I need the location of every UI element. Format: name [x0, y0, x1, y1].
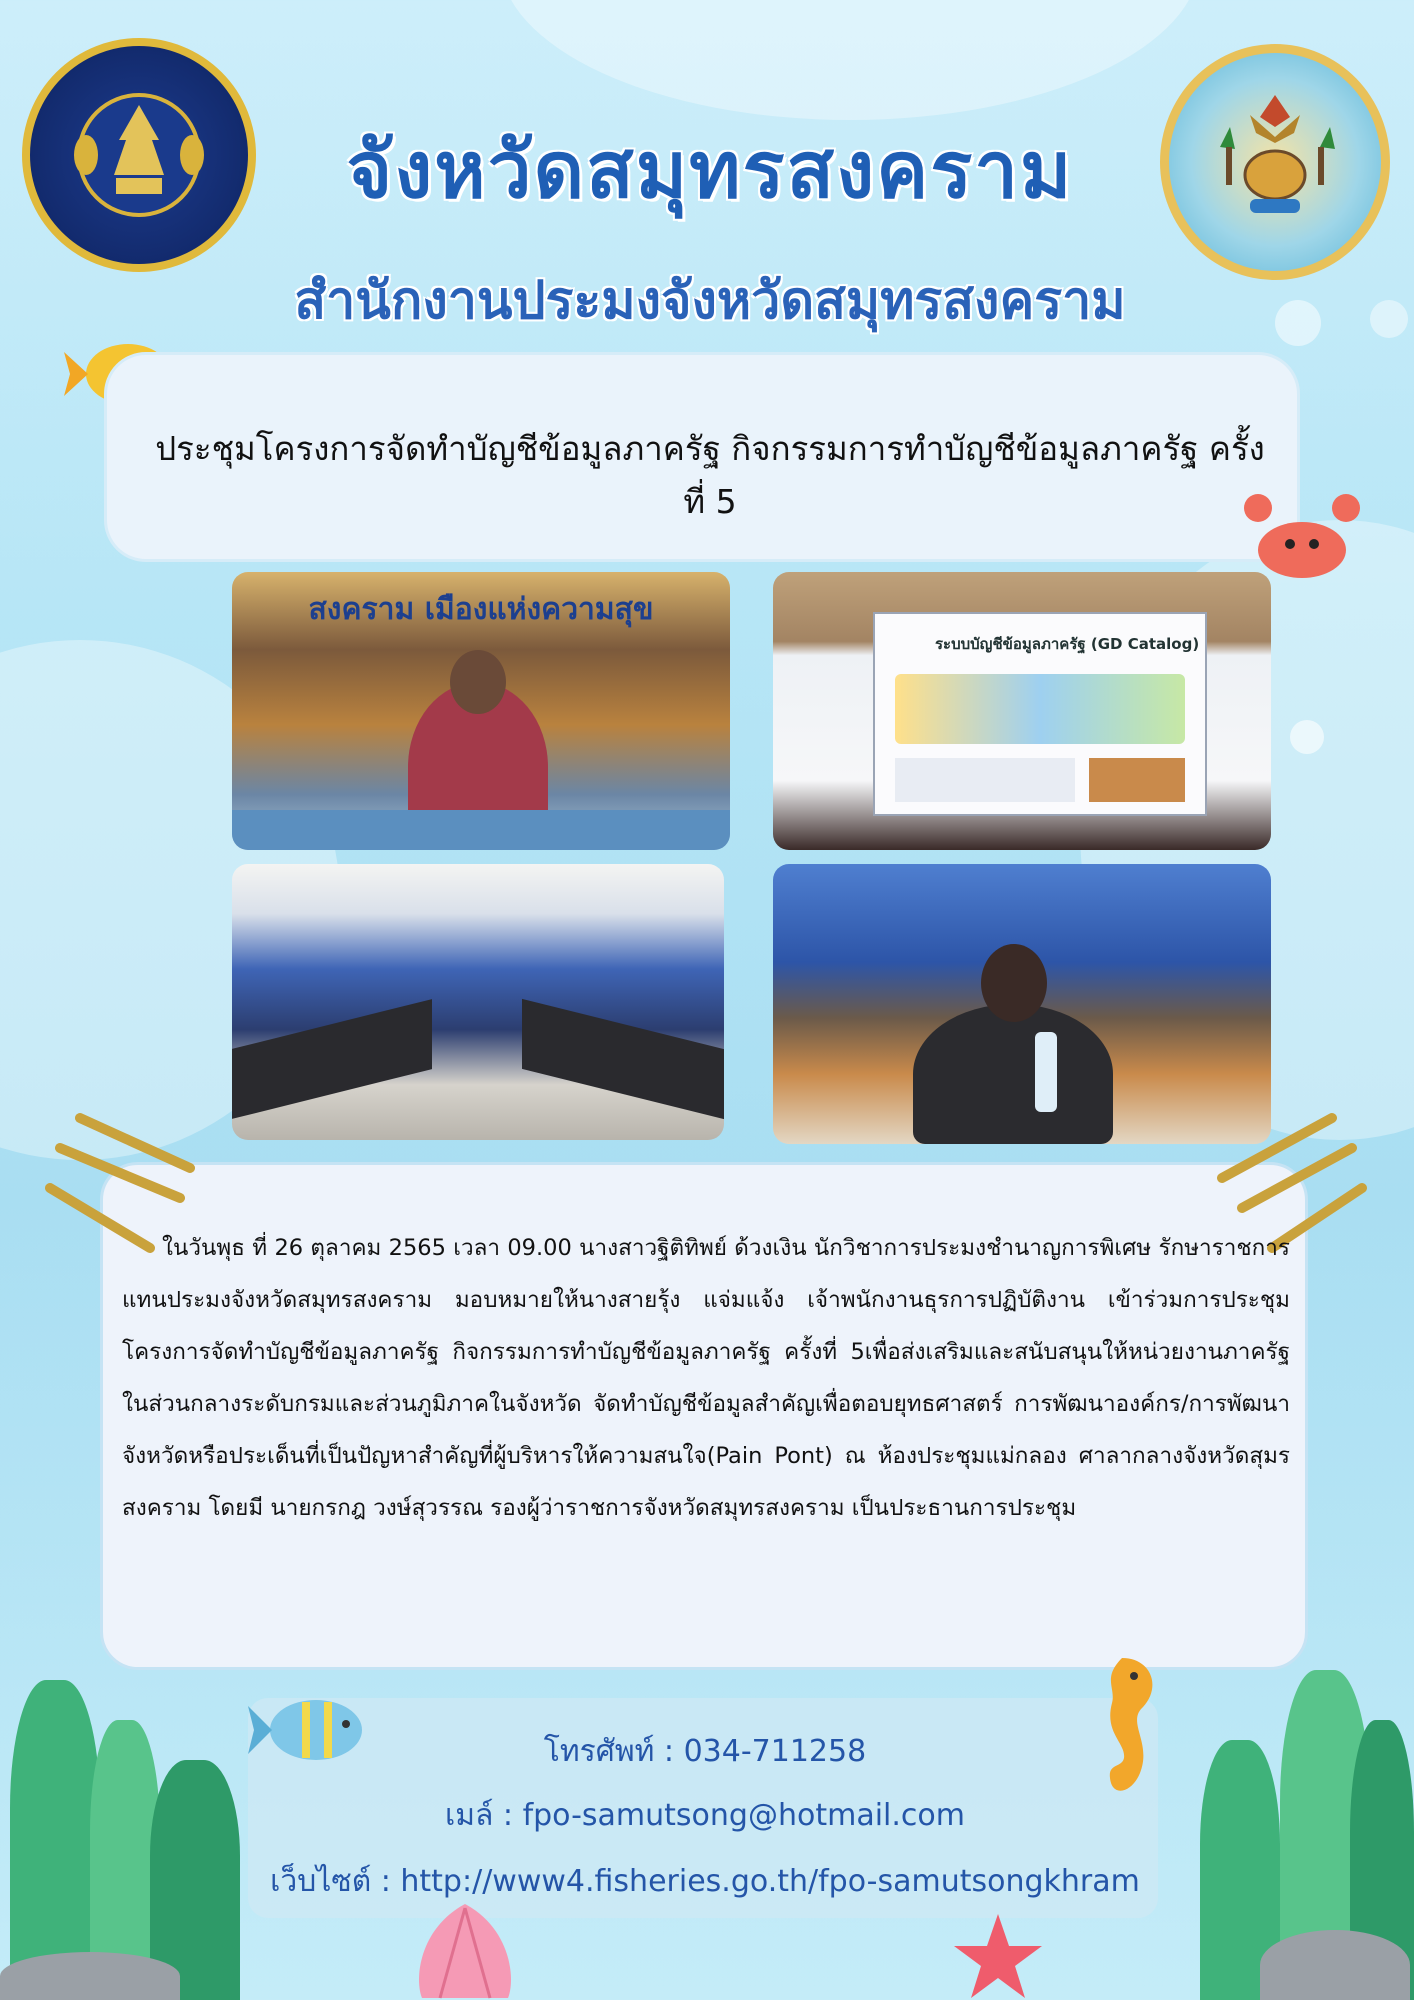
- conference-table-left: [232, 999, 432, 1119]
- meeting-headline: ประชุมโครงการจัดทำบัญชีข้อมูลภาครัฐ กิจกรรมการทำบัญชีข้อมูลภาครัฐ ครั้งที่ 5: [155, 429, 1265, 521]
- water-bottle: [1035, 1032, 1057, 1112]
- meeting-photo-presentation: [773, 572, 1271, 850]
- province-seal-icon: [1190, 77, 1360, 247]
- screen-image-block: [1089, 758, 1185, 802]
- photo-banner-text: สงคราม เมืองแห่งความสุข: [308, 592, 654, 627]
- emblem-icon: [64, 80, 214, 230]
- screen-diagram: [895, 674, 1185, 744]
- attendee-figure: [913, 1004, 1113, 1144]
- screen-title: ระบบบัญชีข้อมูลภาครัฐ (GD Catalog): [935, 635, 1200, 653]
- bubble-icon: [1370, 300, 1408, 338]
- department-of-fisheries-logo: [22, 38, 256, 272]
- rock-decoration: [0, 1952, 180, 2000]
- bubble-icon: [1275, 300, 1321, 346]
- contact-email[interactable]: เมล์ : fpo-samutsong@hotmail.com: [444, 1798, 965, 1833]
- shell-icon: [410, 1898, 520, 2000]
- meeting-photo-chairperson: [232, 572, 730, 850]
- office-subtitle: สำนักงานประมงจังหวัดสมุทรสงคราม: [294, 271, 1126, 331]
- background-wave: [500, 0, 1200, 120]
- projection-screen: [873, 612, 1207, 816]
- conference-table-right: [522, 999, 724, 1119]
- person-head: [450, 650, 506, 714]
- meeting-photo-attendee: [773, 864, 1271, 1144]
- contact-website[interactable]: เว็บไซต์ : http://www4.fisheries.go.th/fpo-samutsongkhram: [270, 1864, 1140, 1899]
- attendee-head: [981, 944, 1047, 1022]
- meeting-description: ในวันพุธ ที่ 26 ตุลาคม 2565 เวลา 09.00 นางสาวฐิติทิพย์ ด้วงเงิน นักวิชาการประมงชำนาญการพิเศษ รักษาราชการแทนประมงจังหวัดสมุทรสงคราม มอบหมายให้นางสายรุ้ง แจ่มแจ้ง เจ้าพนักงานธุรการปฏิบัติงาน เข้าร่วมการประชุมโครงการจัดทำบัญชีข้อมูลภาครัฐ กิจกรรมการทำบัญชีข้อมูลภาครัฐ ครั้งที่ 5เพื่อส่งเสริมและสนับสนุนให้หน่วยงานภาครัฐในส่วนกลางระดับกรมและส่วนภูมิภาคในจังหวัด จัดทำบัญชีข้อมูลสำคัญเพื่อตอบยุทธศาสตร์ การพัฒนาองค์กร/การพัฒนาจังหวัดหรือประเด็นที่เป็นปัญหาสำคัญที่ผู้บริหารให้ความสนใจ(Pain Pont) ณ ห้องประชุมแม่กลอง ศาลากลางจังหวัดสุมรสงคราม โดยมี นายกรกฎ วงษ์สุวรรณ รองผู้ว่าราชการจังหวัดสมุทรสงคราม เป็นประธานการประชุม: [122, 1235, 1290, 1521]
- samut-songkhram-province-logo: [1160, 44, 1390, 280]
- meeting-photo-room: [232, 864, 724, 1140]
- bubble-icon: [1290, 720, 1324, 754]
- rock-decoration: [1260, 1930, 1410, 2000]
- page-title: จังหวัดสมุทรสงคราม: [346, 126, 1074, 216]
- starfish-icon: [952, 1912, 1044, 2000]
- desk: [232, 810, 730, 850]
- contact-phone: โทรศัพท์ : 034-711258: [543, 1734, 867, 1769]
- screen-text-block: [895, 758, 1075, 802]
